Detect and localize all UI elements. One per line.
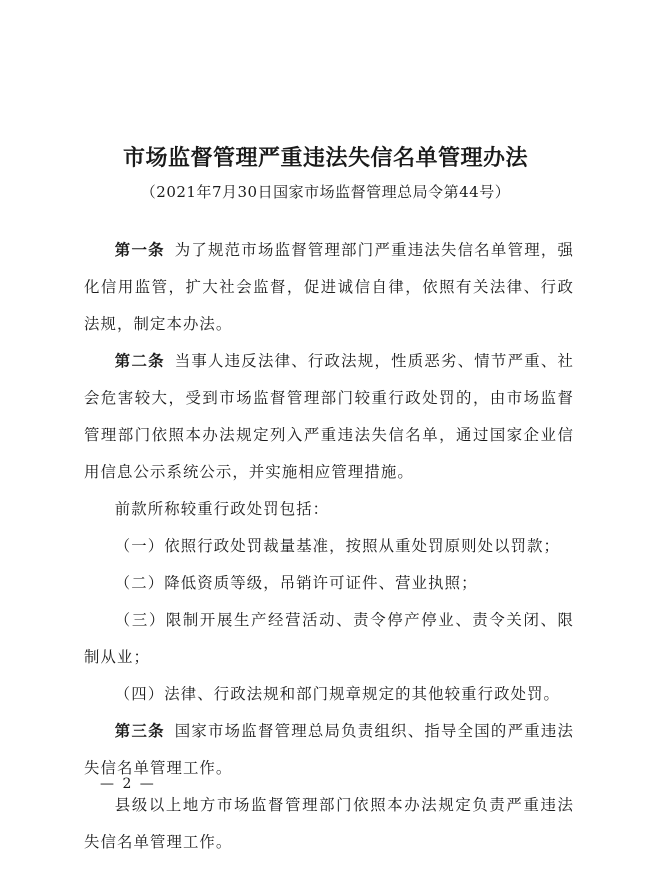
paragraph <box>84 713 574 787</box>
list-item-text: （二）降低资质等级，吊销许可证件、营业执照； <box>114 574 478 592</box>
paragraph <box>84 232 574 343</box>
list-item <box>84 676 574 713</box>
document-subtitle: （2021年7月30日国家市场监督管理总局令第44号） <box>140 183 511 201</box>
paragraph-text: 当事人违反法律、行政法规，性质恶劣、情节严重、社会危害较大，受到市场监督管理部门较重行政处罚的，由市场监督管理部门依照本办法规定列入严重违法失信名单，通过国家企业信用信息公示系统公示，并实施相应管理措施。 <box>84 352 574 481</box>
paragraph <box>84 343 574 491</box>
paragraph-text: 前款所称较重行政处罚包括： <box>114 500 330 518</box>
article-heading: 第三条 <box>114 722 165 740</box>
paragraph-text: 县级以上地方市场监督管理部门依照本办法规定负责严重违法失信名单管理工作。 <box>84 796 574 851</box>
list-item <box>84 602 574 676</box>
article-heading: 第一条 <box>114 241 165 259</box>
document-title: 市场监督管理严重违法失信名单管理办法 <box>122 145 528 171</box>
list-item-text: （一）依照行政处罚裁量基准，按照从重处罚原则处以罚款； <box>114 537 561 555</box>
document-body <box>84 232 574 861</box>
paragraph-text: 国家市场监督管理总局负责组织、指导全国的严重违法失信名单管理工作。 <box>84 722 574 777</box>
list-item-text: （三）限制开展生产经营活动、责令停产停业、责令关闭、限制从业； <box>84 611 574 666</box>
paragraph-text: 为了规范市场监督管理部门严重违法失信名单管理，强化信用监管，扩大社会监督，促进诚信自律，依照有关法律、行政法规，制定本办法。 <box>84 241 574 333</box>
page-number: — 2 — <box>100 776 156 792</box>
list-item <box>84 528 574 565</box>
list-item <box>84 565 574 602</box>
list-item-text: （四）法律、行政法规和部门规章规定的其他较重行政处罚。 <box>114 685 561 703</box>
article-heading: 第二条 <box>114 352 165 370</box>
paragraph <box>84 491 574 528</box>
paragraph <box>84 787 574 861</box>
